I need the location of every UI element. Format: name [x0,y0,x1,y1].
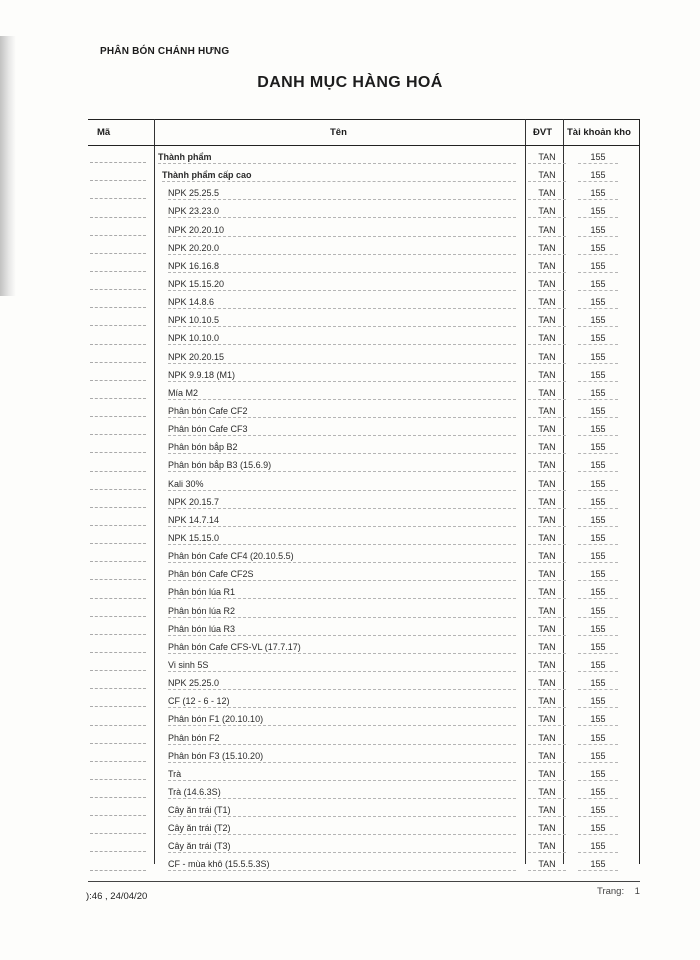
item-unit-cell: TAN [528,188,566,200]
table-row [88,293,640,311]
item-code-cell [90,234,146,236]
item-name-cell: Phân bón F2 [168,733,516,745]
item-code-cell [90,597,146,599]
table-row [88,547,640,565]
item-code-cell [90,724,146,726]
item-account-cell: 155 [578,370,618,382]
item-account-cell: 155 [578,678,618,690]
item-account-cell: 155 [578,424,618,436]
item-unit-cell: TAN [528,859,566,871]
item-account-cell: 155 [578,587,618,599]
item-account-cell: 155 [578,533,618,545]
table-row [88,438,640,456]
item-unit-cell: TAN [528,225,566,237]
item-name-cell: NPK 15.15.0 [168,533,516,545]
item-account-cell: 155 [578,352,618,364]
item-unit-cell: TAN [528,624,566,636]
item-name-cell: Trà (14.6.3S) [168,787,516,799]
item-code-cell [90,506,146,508]
item-unit-cell: TAN [528,805,566,817]
table-row [88,656,640,674]
item-code-cell [90,343,146,345]
table-row [88,348,640,366]
table-row [88,855,640,873]
item-code-cell [90,760,146,762]
table-row [88,801,640,819]
item-name-cell: Phân bón bắp B2 [168,442,516,454]
table-row [88,311,640,329]
item-name-cell: Mía M2 [168,388,516,400]
item-unit-cell: TAN [528,352,566,364]
item-account-cell: 155 [578,751,618,763]
page-label: Trang: [597,886,625,897]
item-code-cell [90,216,146,218]
item-unit-cell: TAN [528,297,566,309]
table-row [88,819,640,837]
column-header-ten: Tên [330,127,347,138]
table-row [88,638,640,656]
item-account-cell: 155 [578,188,618,200]
item-code-cell [90,560,146,562]
item-code-cell [90,542,146,544]
item-unit-cell: TAN [528,678,566,690]
company-name: PHÂN BÓN CHÁNH HƯNG [100,46,230,57]
item-code-cell [90,288,146,290]
page-number: 1 [634,886,640,897]
table-row [88,221,640,239]
table-row [88,493,640,511]
item-unit-cell: TAN [528,497,566,509]
item-name-cell: Kali 30% [168,479,516,491]
item-code-cell [90,578,146,580]
item-account-cell: 155 [578,569,618,581]
item-name-cell: NPK 14.7.14 [168,515,516,527]
item-code-cell [90,633,146,635]
item-account-cell: 155 [578,388,618,400]
item-name-cell: Phân bón F3 (15.10.20) [168,751,516,763]
item-name-cell: Phân bón Cafe CF4 (20.10.5.5) [168,551,516,563]
item-name-cell: NPK 25.25.0 [168,678,516,690]
item-code-cell [90,324,146,326]
item-account-cell: 155 [578,152,618,164]
item-account-cell: 155 [578,733,618,745]
item-code-cell [90,832,146,834]
item-unit-cell: TAN [528,479,566,491]
item-name-cell: Phân bón F1 (20.10.10) [168,714,516,726]
item-account-cell: 155 [578,406,618,418]
item-unit-cell: TAN [528,442,566,454]
item-unit-cell: TAN [528,733,566,745]
item-account-cell: 155 [578,624,618,636]
table-row [88,366,640,384]
item-name-cell: Phân bón Cafe CF2S [168,569,516,581]
item-code-cell [90,451,146,453]
item-unit-cell: TAN [528,696,566,708]
item-unit-cell: TAN [528,569,566,581]
item-account-cell: 155 [578,297,618,309]
item-unit-cell: TAN [528,333,566,345]
item-code-cell [90,415,146,417]
item-code-cell [90,705,146,707]
item-code-cell [90,306,146,308]
item-account-cell: 155 [578,479,618,491]
item-name-cell: NPK 16.16.8 [168,261,516,273]
item-account-cell: 155 [578,442,618,454]
column-header-dvt: ĐVT [533,127,552,138]
page-indicator [597,886,640,897]
item-code-cell [90,742,146,744]
table-row [88,529,640,547]
item-account-cell: 155 [578,497,618,509]
table-row [88,402,640,420]
item-code-cell [90,361,146,363]
item-code-cell [90,687,146,689]
item-account-cell: 155 [578,206,618,218]
item-unit-cell: TAN [528,424,566,436]
item-name-cell: NPK 20.15.7 [168,497,516,509]
item-account-cell: 155 [578,515,618,527]
item-account-cell: 155 [578,642,618,654]
table-row [88,783,640,801]
item-unit-cell: TAN [528,587,566,599]
table-row [88,747,640,765]
item-code-cell [90,615,146,617]
item-name-cell: NPK 9.9.18 (M1) [168,370,516,382]
item-unit-cell: TAN [528,460,566,472]
item-name-cell: Cây ăn trái (T3) [168,841,516,853]
item-name-cell: Thành phẩm cấp cao [162,170,516,182]
table-row [88,674,640,692]
item-name-cell: NPK 10.10.5 [168,315,516,327]
item-unit-cell: TAN [528,660,566,672]
item-name-cell: Vi sinh 5S [168,660,516,672]
item-account-cell: 155 [578,696,618,708]
item-code-cell [90,270,146,272]
table-row [88,710,640,728]
item-unit-cell: TAN [528,152,566,164]
item-unit-cell: TAN [528,406,566,418]
item-unit-cell: TAN [528,243,566,255]
table-row [88,511,640,529]
item-account-cell: 155 [578,279,618,291]
item-name-cell: Thành phẩm [158,152,516,164]
item-code-cell [90,850,146,852]
item-unit-cell: TAN [528,279,566,291]
table-row [88,184,640,202]
item-account-cell: 155 [578,225,618,237]
item-account-cell: 155 [578,606,618,618]
footer-rule [88,881,640,882]
item-code-cell [90,651,146,653]
item-account-cell: 155 [578,460,618,472]
item-account-cell: 155 [578,823,618,835]
item-unit-cell: TAN [528,533,566,545]
table-row [88,583,640,601]
item-code-cell [90,161,146,163]
item-unit-cell: TAN [528,823,566,835]
item-name-cell: CF - mùa khô (15.5.5.3S) [168,859,516,871]
table-row [88,620,640,638]
item-unit-cell: TAN [528,206,566,218]
print-timestamp: ):46 , 24/04/20 [86,891,148,902]
item-code-cell [90,252,146,254]
column-header-tai-khoan-kho: Tài khoản kho [567,127,631,138]
item-code-cell [90,778,146,780]
item-account-cell: 155 [578,805,618,817]
item-account-cell: 155 [578,170,618,182]
item-code-cell [90,397,146,399]
table-row [88,602,640,620]
item-name-cell: NPK 14.8.6 [168,297,516,309]
item-account-cell: 155 [578,261,618,273]
item-unit-cell: TAN [528,714,566,726]
column-header-ma: Mã [97,127,111,138]
item-code-cell [90,524,146,526]
table-row [88,765,640,783]
item-name-cell: Cây ăn trái (T1) [168,805,516,817]
item-code-cell [90,488,146,490]
item-name-cell: Phân bón Cafe CF2 [168,406,516,418]
item-unit-cell: TAN [528,315,566,327]
item-account-cell: 155 [578,859,618,871]
item-unit-cell: TAN [528,606,566,618]
item-name-cell: Phân bón Cafe CF3 [168,424,516,436]
item-unit-cell: TAN [528,551,566,563]
item-name-cell: NPK 15.15.20 [168,279,516,291]
item-unit-cell: TAN [528,841,566,853]
item-code-cell [90,379,146,381]
item-unit-cell: TAN [528,388,566,400]
table-row [88,202,640,220]
item-name-cell: Cây ăn trái (T2) [168,823,516,835]
item-account-cell: 155 [578,551,618,563]
item-name-cell: Trà [168,769,516,781]
table-row [88,837,640,855]
item-account-cell: 155 [578,333,618,345]
item-name-cell: NPK 25.25.5 [168,188,516,200]
item-unit-cell: TAN [528,642,566,654]
item-name-cell: NPK 20.20.10 [168,225,516,237]
item-name-cell: Phân bón lúa R3 [168,624,516,636]
table-row [88,148,640,166]
table-row [88,456,640,474]
table-row [88,329,640,347]
item-name-cell: NPK 20.20.15 [168,352,516,364]
item-unit-cell: TAN [528,370,566,382]
item-name-cell: NPK 20.20.0 [168,243,516,255]
item-name-cell: Phân bón lúa R2 [168,606,516,618]
item-code-cell [90,433,146,435]
table-row [88,565,640,583]
item-account-cell: 155 [578,787,618,799]
item-account-cell: 155 [578,841,618,853]
item-account-cell: 155 [578,243,618,255]
table-row [88,692,640,710]
table-row [88,275,640,293]
header-rule [88,145,640,146]
item-account-cell: 155 [578,769,618,781]
item-name-cell: Phân bón bắp B3 (15.6.9) [168,460,516,472]
table-row [88,475,640,493]
table-row [88,239,640,257]
item-account-cell: 155 [578,660,618,672]
item-name-cell: NPK 10.10.0 [168,333,516,345]
item-name-cell: CF (12 - 6 - 12) [168,696,516,708]
table-row [88,420,640,438]
item-account-cell: 155 [578,315,618,327]
item-name-cell: NPK 23.23.0 [168,206,516,218]
table-row [88,166,640,184]
item-unit-cell: TAN [528,170,566,182]
item-code-cell [90,197,146,199]
item-list [88,148,640,874]
item-unit-cell: TAN [528,261,566,273]
item-code-cell [90,796,146,798]
item-code-cell [90,869,146,871]
item-unit-cell: TAN [528,787,566,799]
item-name-cell: Phân bón Cafe CFS-VL (17.7.17) [168,642,516,654]
item-unit-cell: TAN [528,769,566,781]
item-name-cell: Phân bón lúa R1 [168,587,516,599]
item-code-cell [90,669,146,671]
item-account-cell: 155 [578,714,618,726]
item-unit-cell: TAN [528,751,566,763]
item-code-cell [90,814,146,816]
table-row [88,729,640,747]
table-row [88,384,640,402]
table-row [88,257,640,275]
item-code-cell [90,470,146,472]
item-code-cell [90,179,146,181]
page-title: DANH MỤC HÀNG HOÁ [257,74,443,91]
item-unit-cell: TAN [528,515,566,527]
